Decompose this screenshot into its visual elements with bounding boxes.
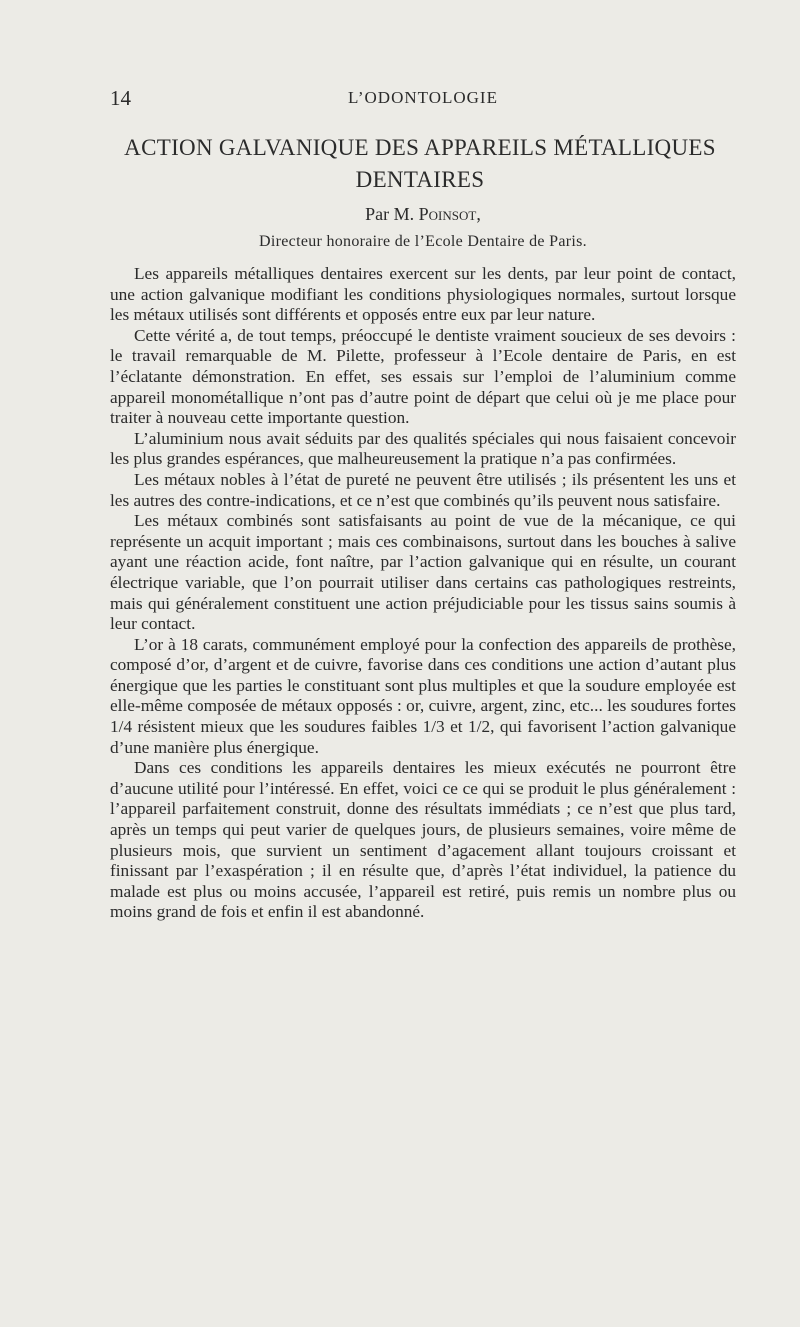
journal-title: L’ODONTOLOGIE	[348, 88, 498, 107]
paragraph: Les appareils métalliques dentaires exercent sur les dents, par leur point de contact, une action galvanique modifiant les conditions physiologiques normales, surtout lorsque les métaux utilisés sont différents et opposés entre eux par leur nature.	[110, 264, 736, 325]
running-head	[110, 86, 736, 112]
paragraph: L’aluminium nous avait séduits par des qualités spéciales qui nous faisaient concevoir les plus grandes espérances, que malheureusement la pratique n’a pas confirmées.	[110, 428, 736, 469]
author-name: Poinsot,	[418, 204, 481, 224]
byline	[110, 204, 736, 225]
paragraph: Cette vérité a, de tout temps, préoccupé le dentiste vraiment soucieux de ses devoirs : le travail remarquable de M. Pilette, professeur à l’Ecole dentaire de Paris, en est l’éclatante démonstration. En effet, ses essais sur l’emploi de l’aluminium comme appareil monométallique n’ont pas d’autre point de départ que celui où je me place pour traiter à nouveau cette importante question.	[110, 325, 736, 428]
paragraph: Les métaux combinés sont satisfaisants au point de vue de la mécanique, ce qui représente un acquit important ; mais ces combinaisons, surtout dans les bouches à salive ayant une réaction acide, font naître, par l’action galvanique qui en résulte, un courant électrique variable, que l’on pourrait utiliser dans certains cas pathologiques restreints, mais qui généralement constituent une action préjudiciable pour les tissus sains soumis à leur contact.	[110, 511, 736, 634]
paragraph: Dans ces conditions les appareils dentaires les mieux exécutés ne pourront être d’aucune utilité pour l’intéressé. En effet, voici ce ce qui se produit le plus généralement : l’appareil parfaitement construit, donne des résultats immédiats ; ce n’est que plus tard, après un temps qui peut varier de quelques jours, de plusieurs semaines, voire même de plusieurs mois, que survient un sentiment d’agacement allant toujours croissant et finissant par l’exaspération ; il en résulte que, d’après l’état individuel, la patience du malade est plus ou moins accusée, l’appareil est retiré, puis remis un nombre plus ou moins grand de fois et enfin il est abandonné.	[110, 758, 736, 922]
article-title: ACTION GALVANIQUE DES APPAREILS MÉTALLIQUES DENTAIRES	[124, 135, 716, 192]
author-affiliation: Directeur honoraire de l’Ecole Dentaire de Paris.	[259, 233, 587, 250]
paragraph: L’or à 18 carats, communément employé pour la confection des appareils de prothèse, composé d’or, d’argent et de cuivre, favorise dans ces conditions une action d’autant plus énergique que les parties le constituant sont plus multiples et que la soudure employée est elle-même composée de métaux opposés : or, cuivre, argent, zinc, etc... les soudures fortes 1/4 résistent mieux que les soudures faibles 1/3 et 1/2, qui favorisent l’action galvanique d’une manière plus énergique.	[110, 634, 736, 757]
page-number: 14	[110, 86, 131, 110]
paragraph: Les métaux nobles à l’état de pureté ne peuvent être utilisés ; ils présentent les uns et les autres des contre-indications, et ce n’est que combinés qu’ils peuvent nous satisfaire.	[110, 469, 736, 510]
article-body	[110, 264, 736, 923]
byline-prefix: Par M.	[365, 204, 415, 224]
